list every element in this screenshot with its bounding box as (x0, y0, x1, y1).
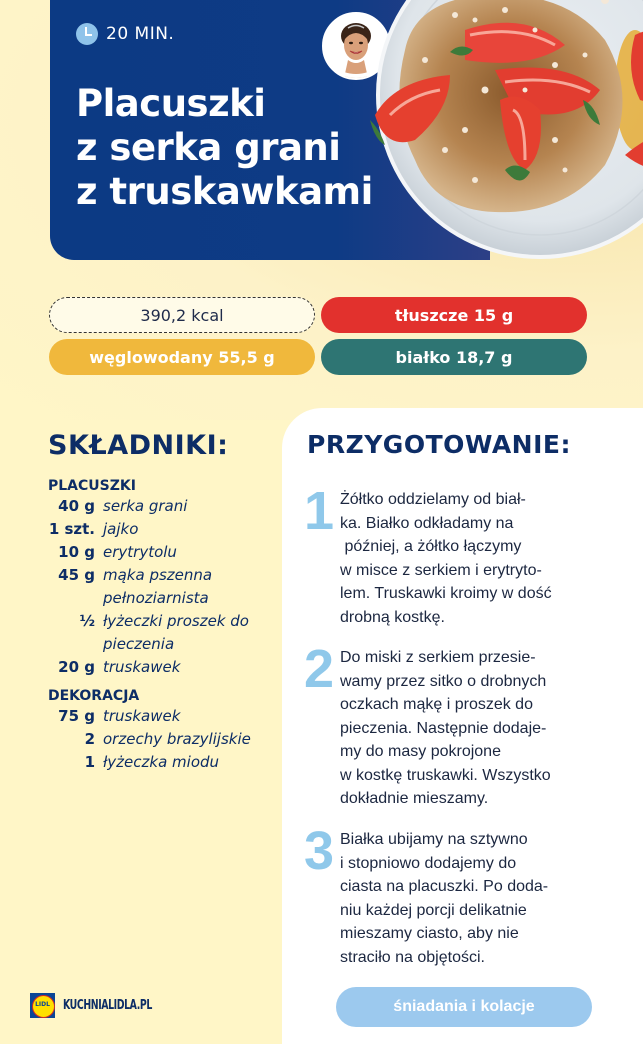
ingredient-item-continued (48, 587, 288, 610)
step-line: Białka ubijamy na sztywno (340, 831, 528, 848)
site-logo[interactable] (30, 993, 174, 1018)
ingredient-item (48, 610, 288, 633)
step-line: ciasta na placuszki. Po doda- (340, 878, 549, 895)
title-line: z serka grani (76, 126, 341, 169)
lidl-logo-icon (30, 993, 55, 1018)
prep-time (76, 23, 174, 45)
step-line: ka. Białko odkładamy na (340, 514, 514, 532)
ingredient-name: mąka pszenna (103, 566, 213, 584)
step-line: Żółtko oddzielamy od biał- (340, 491, 526, 508)
step-3 (304, 821, 643, 969)
ingredient-qty: 1 szt. (48, 520, 95, 538)
recipe-title (76, 82, 373, 214)
ingredient-item (48, 705, 288, 728)
pancake-photo (355, 0, 643, 260)
preparation-title: PRZYGOTOWANIE: (307, 430, 571, 459)
ingredient-item (48, 728, 288, 751)
step-number: 1 (304, 481, 335, 541)
ingredient-qty: 20 g (58, 658, 95, 676)
ingredient-name: jajko (103, 520, 139, 538)
ingredient-name: pieczenia (103, 635, 175, 653)
step-line: oczkach mąkę i proszek do (340, 696, 533, 713)
ingredient-name: truskawek (103, 658, 181, 676)
ingredients-section (48, 430, 288, 774)
step-1 (304, 481, 643, 629)
carbs-badge: węglowodany 55,5 g (49, 339, 315, 375)
step-line: wamy przez sitko o drobnych (340, 672, 547, 690)
step-text (340, 488, 643, 629)
step-line: drobną kostkę. (340, 608, 445, 626)
ingredient-item-continued (48, 633, 288, 656)
step-text (340, 646, 643, 811)
step-line: i stopniowo dodajemy do (340, 854, 517, 872)
ingredient-item (48, 518, 288, 541)
fat-badge: tłuszcze 15 g (321, 297, 587, 333)
protein-badge: białko 18,7 g (321, 339, 587, 375)
ingredient-item (48, 751, 288, 774)
step-line: pieczenia. Następnie dodaje- (340, 719, 547, 737)
calories-badge: 390,2 kcal (49, 297, 315, 333)
step-line: dokładnie mieszamy. (340, 790, 489, 807)
step-2 (304, 639, 643, 811)
ingredient-item (48, 656, 288, 679)
ingredient-item (48, 495, 288, 518)
ingredient-qty-blank (48, 587, 95, 610)
title-line: Placuszki (76, 82, 266, 125)
step-line: lem. Truskawki kroimy w dość (340, 585, 552, 602)
ingredient-name: pełnoziarnista (103, 589, 209, 607)
step-line: później, a żółtko łączymy (340, 538, 522, 555)
ingredient-qty: 75 g (58, 707, 95, 725)
category-tag-button[interactable]: śniadania i kolacje (336, 987, 592, 1027)
ingredient-name: orzechy brazylijskie (103, 730, 251, 748)
step-line: my do masy pokrojone (340, 743, 501, 760)
ingredient-qty: 1 (84, 753, 95, 771)
step-number: 3 (304, 821, 335, 881)
ingredients-title: SKŁADNIKI: (48, 430, 229, 461)
ingredient-qty: 45 g (58, 566, 95, 584)
ingredient-name: łyżeczka miodu (103, 753, 220, 771)
step-line: w kostkę truskawki. Wszystko (340, 766, 551, 784)
step-line: w misce z serkiem i erytryto- (340, 561, 542, 579)
ingredient-qty: 2 (84, 730, 95, 748)
ingredient-name: łyżeczki proszek do (103, 612, 249, 630)
ingredient-qty-blank (48, 633, 95, 656)
ingredient-group-title: PLACUSZKI (48, 478, 136, 494)
ingredient-item (48, 541, 288, 564)
ingredient-name: truskawek (103, 707, 181, 725)
preparation-section (282, 408, 643, 1044)
ingredient-qty: 10 g (58, 543, 95, 561)
step-number: 2 (304, 639, 335, 699)
step-line: Do miski z serkiem przesie- (340, 649, 536, 666)
step-text (340, 828, 643, 969)
ingredient-name: serka grani (103, 497, 188, 515)
ingredient-qty: ½ (79, 612, 95, 630)
prep-time-text: 20 MIN. (106, 24, 175, 44)
ingredient-item (48, 564, 288, 587)
title-line: z truskawkami (76, 170, 373, 213)
ingredient-qty: 40 g (58, 497, 95, 515)
step-line: mieszamy ciasto, aby nie (340, 925, 519, 942)
step-line: straciło na objętości. (340, 948, 485, 966)
clock-icon (76, 23, 98, 45)
ingredient-group-title: DEKORACJA (48, 688, 140, 704)
ingredient-name: erytrytolu (103, 543, 177, 561)
step-line: niu każdej porcji delikatnie (340, 901, 527, 919)
site-name: KUCHNIALIDLA.PL (63, 998, 152, 1013)
